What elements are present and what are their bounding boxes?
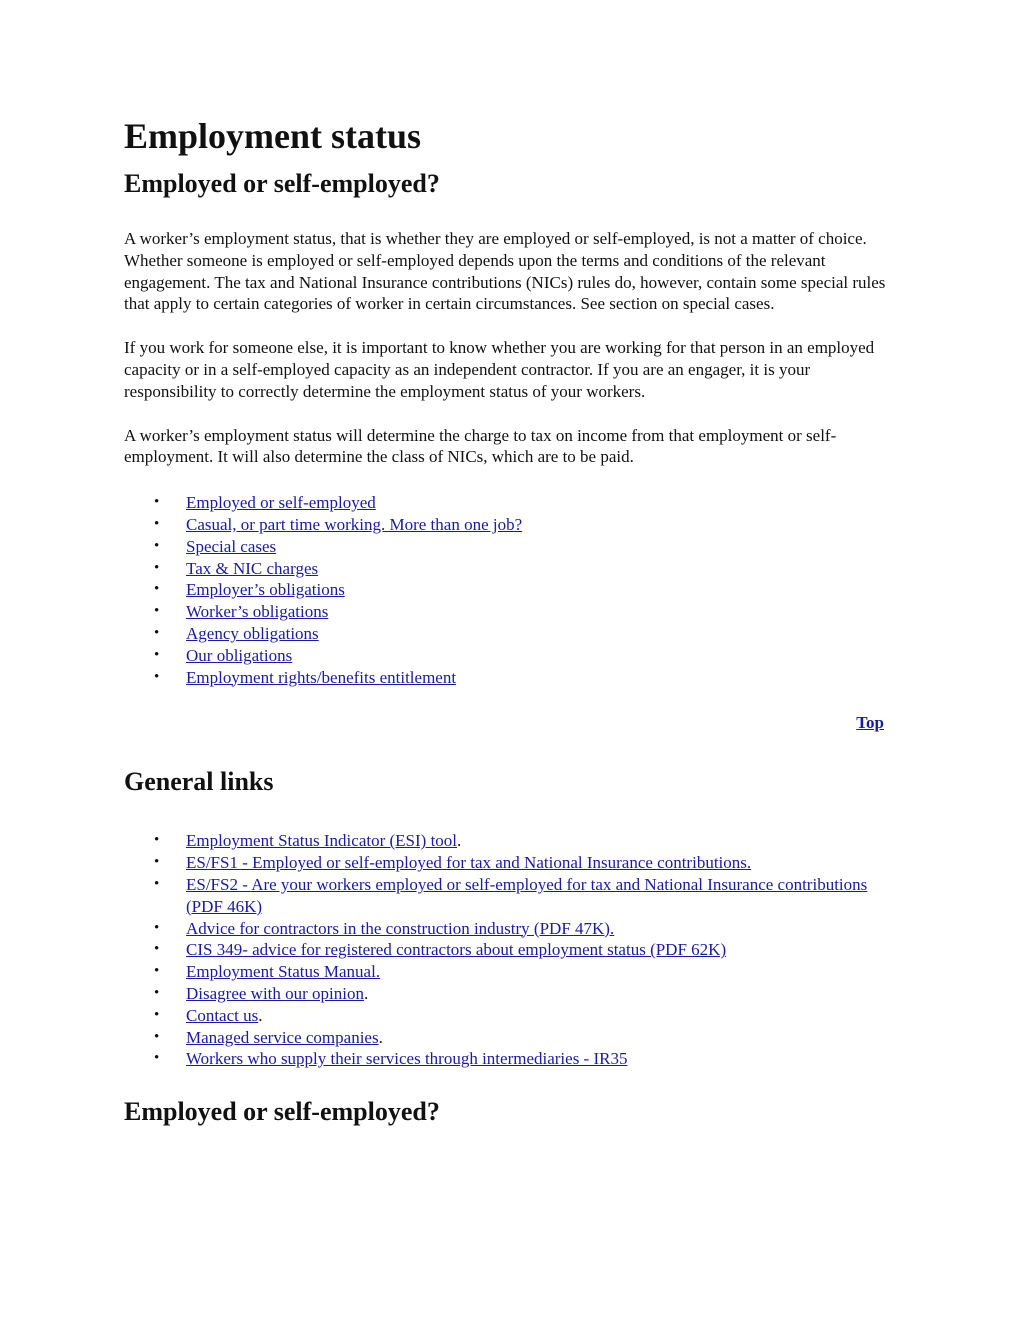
general-link-item [124,830,904,852]
general-links-list [124,830,904,1070]
back-to-top-link[interactable]: Top [856,713,884,733]
contents-link-special-cases[interactable]: Special cases [186,536,277,556]
contents-item [124,514,904,536]
contents-item [124,623,904,645]
general-link-item [124,1048,904,1070]
contents-link-tax-nic[interactable]: Tax & NIC charges [186,558,319,578]
contents-item [124,536,904,558]
general-link-item [124,1005,904,1027]
link-disagree-opinion[interactable]: Disagree with our opinion [186,983,364,1003]
section-heading-employed: Employed or self-employed? [124,169,440,198]
bullet-icon: • [154,515,160,532]
link-managed-service-companies[interactable]: Managed service companies [186,1027,379,1047]
link-suffix: . [258,1005,263,1025]
contents-list [124,492,904,688]
link-contact-us[interactable]: Contact us [186,1005,259,1025]
intro-paragraph-3: A worker’s employment status will determine the charge to tax on income from that employment or self-employment. It will also determine the class of NICs, which are to be paid. [124,425,837,467]
bullet-icon: • [154,1006,160,1023]
link-employment-status-manual[interactable]: Employment Status Manual. [186,962,381,982]
bullet-icon: • [154,559,160,576]
general-link-item [124,918,904,940]
section-heading-employed-repeat: Employed or self-employed? [124,1097,440,1127]
contents-item [124,601,904,623]
contents-link-worker-obligations[interactable]: Worker’s obligations [186,602,329,622]
bullet-icon: • [154,581,160,598]
link-suffix: . [457,831,462,851]
link-es-fs2[interactable]: ES/FS2 - Are your workers employed or self-employed for tax and National Insurance contributions (PDF 46K) [186,874,868,916]
bullet-icon: • [154,963,160,980]
general-link-item [124,1027,904,1049]
contents-item [124,558,904,580]
bullet-icon: • [154,1050,160,1067]
bullet-icon: • [154,537,160,554]
contents-link-employer-obligations[interactable]: Employer’s obligations [186,580,345,600]
contents-item [124,645,904,667]
link-es-fs1[interactable]: ES/FS1 - Employed or self-employed for tax and National Insurance contributions. [186,853,752,873]
bullet-icon: • [154,984,160,1001]
intro-paragraph-1: A worker’s employment status, that is whether they are employed or self-employed, is not a matter of choice. Whether someone is employed or self-employed depends upon the terms and conditions of the relevant engagement. The tax and National Insurance contributions (NICs) rules do, however, contain some special rules that apply to certain categories of worker in certain circumstances. See section on special cases. [124,229,886,314]
link-construction-advice[interactable]: Advice for contractors in the construction industry (PDF 47K). [186,918,615,938]
document-page [124,108,904,1132]
bullet-icon: • [154,941,160,958]
bullet-icon: • [154,1028,160,1045]
contents-link-rights-benefits[interactable]: Employment rights/benefits entitlement [186,667,457,687]
general-link-item [124,852,904,874]
bullet-icon: • [154,854,160,871]
contents-link-employed[interactable]: Employed or self-employed [186,493,376,513]
contents-link-agency-obligations[interactable]: Agency obligations [186,623,319,643]
link-cis-349[interactable]: CIS 349- advice for registered contractors about employment status (PDF 62K) [186,940,727,960]
bullet-icon: • [154,919,160,936]
contents-item [124,579,904,601]
link-suffix: . [378,1027,383,1047]
contents-link-our-obligations[interactable]: Our obligations [186,645,293,665]
bullet-icon: • [154,624,160,641]
page-title: Employment status [124,116,422,156]
bullet-icon: • [154,668,160,685]
bullet-icon: • [154,832,160,849]
general-link-item [124,961,904,983]
link-ir35[interactable]: Workers who supply their services through intermediaries - IR35 [186,1049,628,1069]
contents-item [124,667,904,689]
general-link-item [124,874,904,918]
link-esi-tool[interactable]: Employment Status Indicator (ESI) tool [186,831,458,851]
bullet-icon: • [154,494,160,511]
general-link-item [124,983,904,1005]
general-link-item [124,939,904,961]
bullet-icon: • [154,646,160,663]
section-heading-general-links: General links [124,767,274,797]
contents-link-casual[interactable]: Casual, or part time working. More than one job? [186,514,523,534]
bullet-icon: • [154,603,160,620]
contents-item [124,492,904,514]
back-to-top-row [124,710,904,736]
link-suffix: . [364,983,369,1003]
bullet-icon: • [154,875,160,892]
intro-paragraph-2: If you work for someone else, it is important to know whether you are working for that person in an employed capacity or in a self-employed capacity as an independent contractor. If you are an engager, it is your responsibility to correctly determine the employment status of your workers. [124,338,875,401]
